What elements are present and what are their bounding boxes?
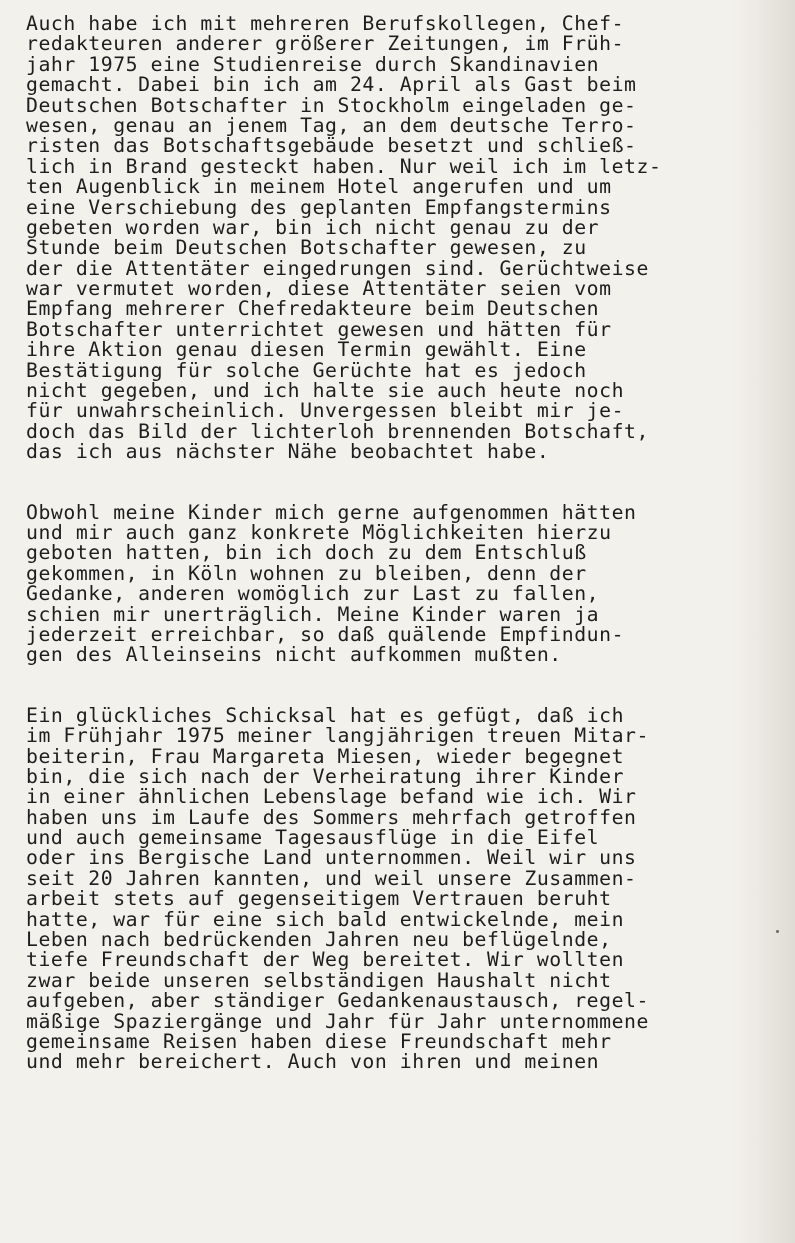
text-line: nicht gegeben, und ich halte sie auch heute noch — [26, 379, 625, 403]
text-line: doch das Bild der lichterloh brennenden Botschaft, — [26, 419, 649, 443]
text-line: zwar beide unseren selbständigen Haushalt nicht — [26, 968, 612, 992]
text-line: das ich aus nächster Nähe beobachtet habe. — [26, 440, 550, 464]
text-line: gebeten worden war, bin ich nicht genau zu der — [26, 215, 600, 239]
text-line: und mehr bereichert. Auch von ihren und meinen — [26, 1050, 600, 1074]
text-line: seit 20 Jahren kannten, und weil unsere Zusammen- — [26, 866, 637, 890]
text-line: Ein glückliches Schicksal hat es gefügt, daß ich — [26, 703, 625, 727]
text-line: Botschafter unterrichtet gewesen und hätten für — [26, 317, 612, 341]
text-line: aufgeben, aber ständiger Gedankenaustausch, regel- — [26, 989, 649, 1013]
text-line: im Frühjahr 1975 meiner langjährigen treuen Mitar- — [26, 724, 649, 748]
text-line: jahr 1975 eine Studienreise durch Skandinavien — [26, 52, 600, 76]
scan-speck — [776, 930, 779, 933]
text-line: war vermutet worden, diese Attentäter seien vom — [26, 277, 612, 301]
text-line: tiefe Freundschaft der Weg bereitet. Wir wollten — [26, 948, 625, 972]
paragraph-gap — [26, 463, 736, 503]
text-line: risten das Botschaftsgebäude besetzt und schließ- — [26, 134, 637, 158]
text-line: Gedanke, anderen womöglich zur Last zu fallen, — [26, 582, 600, 606]
text-line: und mir auch ganz konkrete Möglichkeiten hierzu — [26, 520, 612, 544]
text-line: Auch habe ich mit mehreren Berufskollegen, Chef- — [26, 12, 625, 35]
text-line: der die Attentäter eingedrungen sind. Gerüchtweise — [26, 256, 649, 280]
text-line: redakteuren anderer größerer Zeitungen, im Früh- — [26, 32, 625, 56]
text-line: Bestätigung für solche Gerüchte hat es jedoch — [26, 358, 587, 382]
paragraph-living-in-cologne — [26, 500, 736, 667]
text-line: Empfang mehrerer Chefredakteure beim Deutschen — [26, 297, 600, 321]
text-line: jederzeit erreichbar, so daß quälende Empfindun- — [26, 622, 625, 646]
text-line: gemeinsame Reisen haben diese Freundschaft mehr — [26, 1029, 612, 1053]
typewritten-text — [26, 14, 736, 1073]
text-line: gekommen, in Köln wohnen zu bleiben, denn der — [26, 561, 587, 585]
text-line: ihre Aktion genau diesen Termin gewählt. Eine — [26, 338, 587, 362]
text-line: lich in Brand gesteckt haben. Nur weil ich im letz- — [26, 154, 662, 178]
text-line: wesen, genau an jenem Tag, an dem deutsche Terro- — [26, 113, 637, 137]
text-line: gen des Alleinseins nicht aufkommen mußten. — [26, 643, 562, 667]
paragraph-gap — [26, 666, 736, 706]
text-line: bin, die sich nach der Verheiratung ihrer Kinder — [26, 764, 625, 788]
text-line: und auch gemeinsame Tagesausflüge in die Eifel — [26, 826, 600, 850]
paragraph-friendship — [26, 703, 736, 1074]
text-line: Deutschen Botschafter in Stockholm eingeladen ge- — [26, 93, 637, 117]
text-line: in einer ähnlichen Lebenslage befand wie ich. Wir — [26, 785, 637, 809]
text-line: Stunde beim Deutschen Botschafter gewesen, zu — [26, 236, 587, 260]
text-line: für unwahrscheinlich. Unvergessen bleibt mir je- — [26, 399, 625, 423]
text-line: hatte, war für eine sich bald entwickelnde, mein — [26, 907, 625, 931]
text-line: arbeit stets auf gegenseitigem Vertrauen beruht — [26, 887, 612, 911]
text-line: Leben nach bedrückenden Jahren neu beflügelnde, — [26, 928, 612, 952]
text-line: oder ins Bergische Land unternommen. Weil wir uns — [26, 846, 637, 870]
text-line: gemacht. Dabei bin ich am 24. April als Gast beim — [26, 73, 637, 97]
text-line: ten Augenblick in meinem Hotel angerufen und um — [26, 175, 612, 199]
page-edge-shadow — [733, 0, 795, 1243]
paragraph-study-trip — [26, 14, 736, 463]
text-line: haben uns im Laufe des Sommers mehrfach getroffen — [26, 805, 637, 829]
text-line: Obwohl meine Kinder mich gerne aufgenommen hätten — [26, 500, 637, 524]
text-line: geboten hatten, bin ich doch zu dem Entschluß — [26, 541, 587, 565]
text-line: eine Verschiebung des geplanten Empfangstermins — [26, 195, 612, 219]
text-line: schien mir unerträglich. Meine Kinder waren ja — [26, 602, 600, 626]
text-line: mäßige Spaziergänge und Jahr für Jahr unternommene — [26, 1009, 649, 1033]
text-line: beiterin, Frau Margareta Miesen, wieder begegnet — [26, 744, 625, 768]
